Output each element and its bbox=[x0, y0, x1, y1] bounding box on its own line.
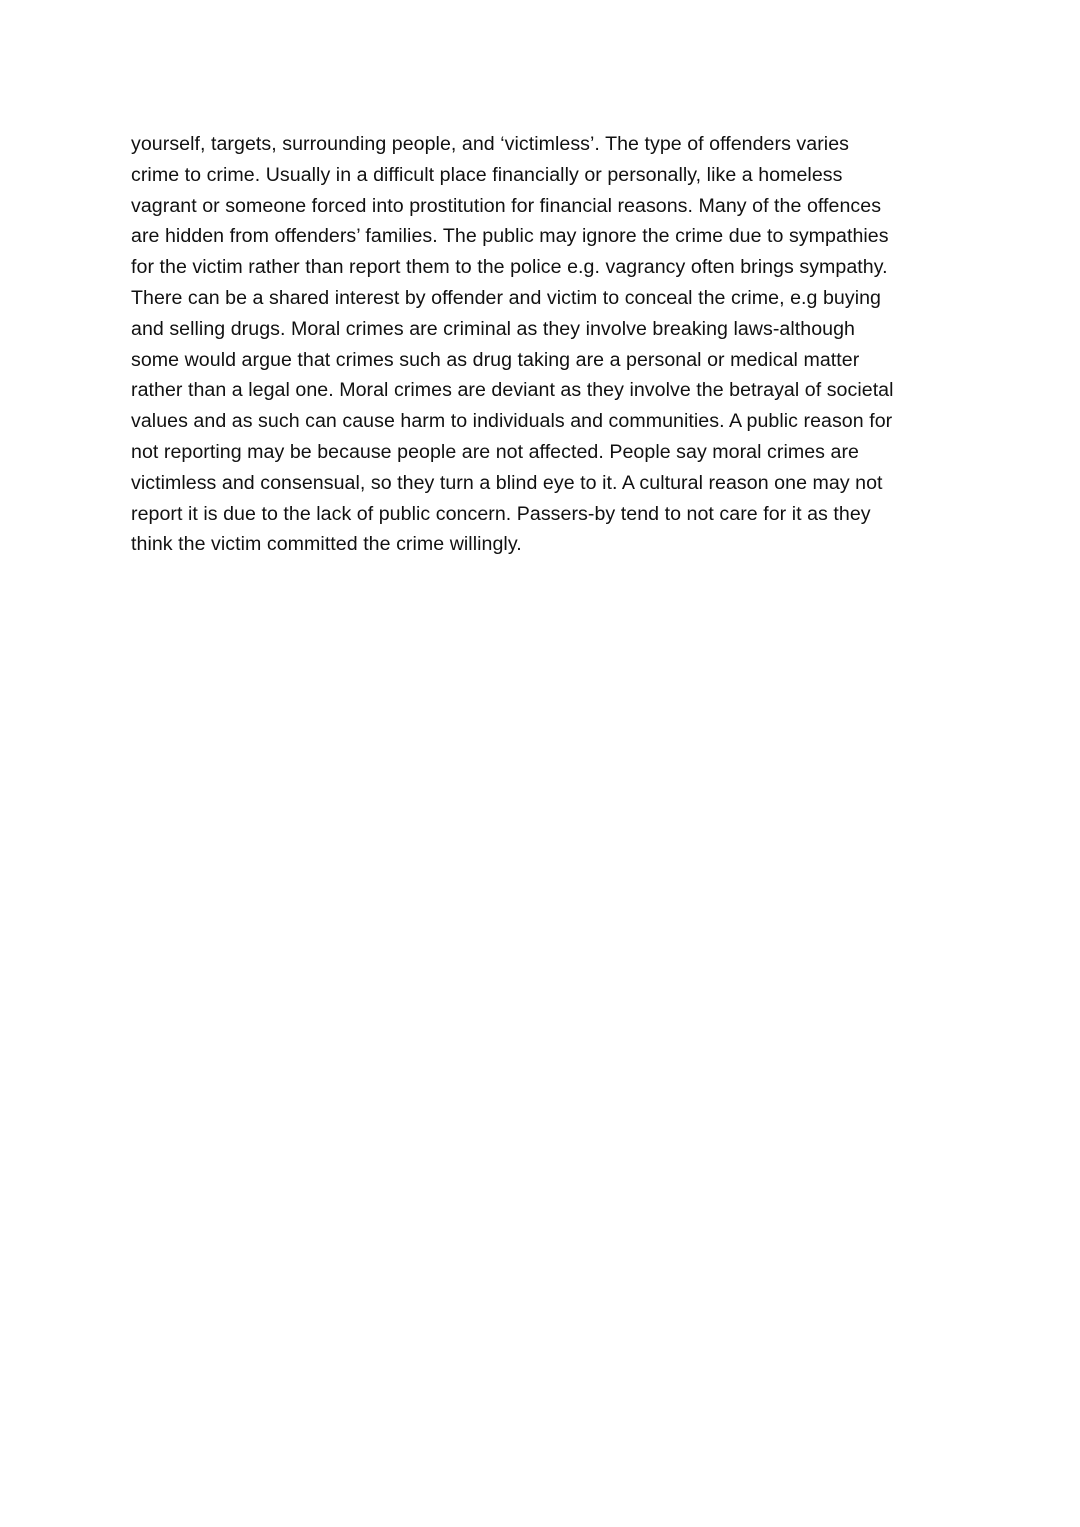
paragraph-line: think the victim committed the crime willingly. bbox=[131, 533, 522, 556]
paragraph-line: There can be a shared interest by offender and victim to conceal the crime, e.g buying bbox=[131, 286, 882, 309]
body-paragraph bbox=[131, 129, 961, 560]
paragraph-line: not reporting may be because people are not affected. People say moral crimes are bbox=[131, 440, 859, 463]
paragraph-line: rather than a legal one. Moral crimes are deviant as they involve the betrayal of societal bbox=[131, 379, 894, 402]
paragraph-line: report it is due to the lack of public concern. Passers-by tend to not care for it as they bbox=[131, 502, 871, 525]
paragraph-line: crime to crime. Usually in a difficult place financially or personally, like a homeless bbox=[131, 163, 843, 186]
paragraph-line: yourself, targets, surrounding people, and ‘victimless’. The type of offenders varies bbox=[131, 133, 849, 155]
paragraph-line: and selling drugs. Moral crimes are criminal as they involve breaking laws-although bbox=[131, 317, 856, 340]
paragraph-line: vagrant or someone forced into prostitution for financial reasons. Many of the offences bbox=[131, 194, 882, 217]
paragraph-line: values and as such can cause harm to individuals and communities. A public reason for bbox=[131, 410, 893, 433]
paragraph-line: victimless and consensual, so they turn a blind eye to it. A cultural reason one may not bbox=[131, 471, 883, 494]
paragraph-line: some would argue that crimes such as drug taking are a personal or medical matter bbox=[131, 348, 860, 371]
paragraph-line: for the victim rather than report them to the police e.g. vagrancy often brings sympathy. bbox=[131, 256, 888, 279]
paragraph-line: are hidden from offenders’ families. The public may ignore the crime due to sympathies bbox=[131, 225, 889, 248]
